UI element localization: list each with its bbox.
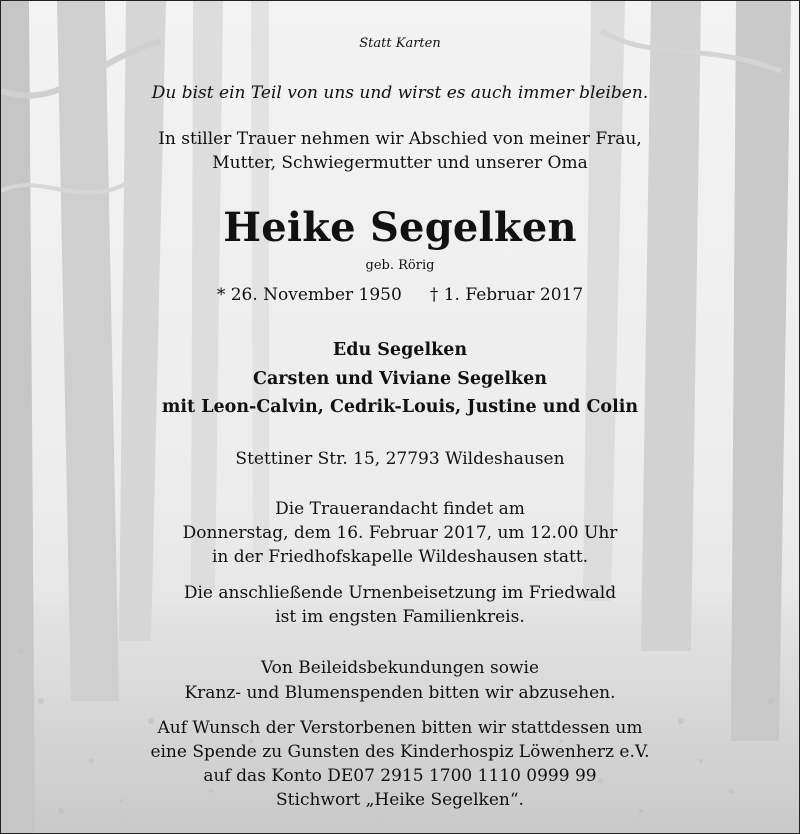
donation-line-3: auf das Konto DE07 2915 1700 1110 0999 99: [203, 766, 597, 786]
burial-line-2: ist im engsten Familienkreis.: [275, 607, 525, 627]
donation-line-2: eine Spende zu Gunsten des Kinderhospiz Löwenherz e.V.: [150, 742, 650, 762]
death-date: † 1. Februar 2017: [429, 285, 584, 305]
donation-line-4: Stichwort „Heike Segelken“.: [276, 790, 524, 810]
intro-line-1: In stiller Trauer nehmen wir Abschied von meiner Frau,: [158, 129, 642, 149]
mourner-line-3: mit Leon-Calvin, Cedrik-Louis, Justine und Colin: [161, 397, 639, 417]
service-line-3: in der Friedhofskapelle Wildeshausen statt.: [211, 547, 589, 567]
statt-karten-header: Statt Karten: [359, 36, 441, 51]
intro-line-2: Mutter, Schwiegermutter und unserer Oma: [212, 153, 588, 173]
burial-line-1: Die anschließende Urnenbeisetzung im Friedwald: [183, 583, 617, 603]
birth-name: geb. Rörig: [365, 258, 435, 273]
service-line-2: Donnerstag, dem 16. Februar 2017, um 12.00 Uhr: [182, 523, 618, 543]
deceased-name: Heike Segelken: [223, 204, 577, 251]
mourner-line-2: Carsten und Viviane Segelken: [253, 369, 547, 389]
condolence-line-1: Von Beileidsbekundungen sowie: [260, 658, 540, 678]
life-dates: [1, 285, 799, 305]
service-line-1: Die Trauerandacht findet am: [275, 499, 525, 519]
memorial-quote: Du bist ein Teil von uns und wirst es auch immer bleiben.: [151, 83, 649, 103]
birth-date: * 26. November 1950: [216, 285, 402, 305]
condolence-line-2: Kranz- und Blumenspenden bitten wir abzusehen.: [184, 683, 616, 703]
mourner-line-1: Edu Segelken: [332, 340, 468, 360]
donation-line-1: Auf Wunsch der Verstorbenen bitten wir stattdessen um: [157, 718, 643, 738]
forest-background-image: [1, 1, 799, 833]
address: Stettiner Str. 15, 27793 Wildeshausen: [235, 449, 565, 469]
